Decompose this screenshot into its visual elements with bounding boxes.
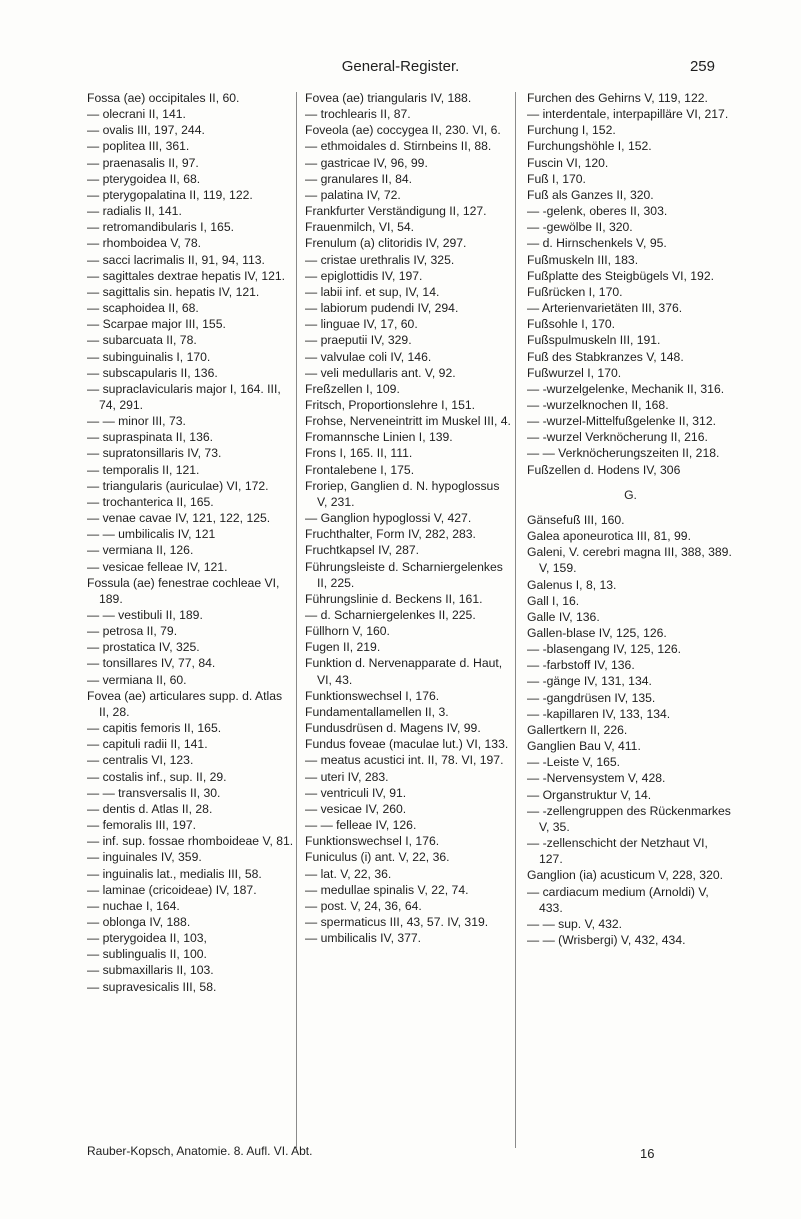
index-entry: — — (Wrisbergi) V, 432, 434. bbox=[527, 932, 686, 947]
index-entry: — — transversalis II, 30. bbox=[87, 785, 221, 800]
index-entry: — petrosa II, 79. bbox=[87, 624, 178, 639]
index-entry: — -wurzelknochen II, 168. bbox=[527, 397, 669, 412]
index-entry: — vesicae IV, 260. bbox=[305, 801, 407, 816]
index-entry: Fuß I, 170. bbox=[527, 171, 586, 186]
index-entry: — femoralis III, 197. bbox=[87, 818, 197, 833]
index-entry: — Scarpae major III, 155. bbox=[87, 317, 226, 332]
index-entry: Fundusdrüsen d. Magens IV, 99. bbox=[305, 721, 481, 736]
index-entry: — tonsillares IV, 77, 84. bbox=[87, 656, 216, 671]
signature-mark: 16 bbox=[640, 1146, 655, 1161]
index-entry: — retromandibularis I, 165. bbox=[87, 220, 234, 235]
index-entry: — Arterienvarietäten III, 376. bbox=[527, 301, 683, 316]
index-entry: — — felleae IV, 126. bbox=[305, 818, 417, 833]
index-entry: — trochanterica II, 165. bbox=[87, 494, 214, 509]
index-entry: — gastricae IV, 96, 99. bbox=[305, 155, 428, 170]
index-entry: Froriep, Ganglien d. N. hypoglossus V, 231. bbox=[305, 478, 500, 509]
index-entry: — granulares II, 84. bbox=[305, 171, 413, 186]
index-entry: — umbilicalis IV, 377. bbox=[305, 931, 422, 946]
index-entry: — post. V, 24, 36, 64. bbox=[305, 898, 422, 913]
index-entry: — lat. V, 22, 36. bbox=[305, 866, 392, 881]
index-entry: — linguae IV, 17, 60. bbox=[305, 317, 418, 332]
index-entry: — ventriculi IV, 91. bbox=[305, 785, 407, 800]
index-entry: Fuß als Ganzes II, 320. bbox=[527, 187, 654, 202]
index-entry: — inguinalis lat., medialis III, 58. bbox=[87, 866, 262, 881]
index-entry: Gänsefuß III, 160. bbox=[527, 512, 625, 527]
index-entry: Fritsch, Proportionslehre I, 151. bbox=[305, 397, 476, 412]
index-entry: — -zellenschicht der Netzhaut VI, 127. bbox=[527, 836, 708, 867]
index-entry: — spermaticus III, 43, 57. IV, 319. bbox=[305, 914, 489, 929]
index-entry: — -wurzel-Mittelfußgelenke II, 312. bbox=[527, 414, 716, 429]
index-entry: Fuß des Stabkranzes V, 148. bbox=[527, 349, 684, 364]
index-entry: — ovalis III, 197, 244. bbox=[87, 123, 205, 138]
index-entry: — cristae urethralis IV, 325. bbox=[305, 252, 455, 267]
index-entry: Fugen II, 219. bbox=[305, 640, 381, 655]
index-entry: — olecrani II, 141. bbox=[87, 107, 186, 122]
index-entry: — oblonga IV, 188. bbox=[87, 914, 191, 929]
index-entry: Frenulum (a) clitoridis IV, 297. bbox=[305, 236, 467, 251]
index-entry: — -gelenk, oberes II, 303. bbox=[527, 204, 668, 219]
index-entry: — sagittales dextrae hepatis IV, 121. bbox=[87, 268, 286, 283]
index-entry: — praeputii IV, 329. bbox=[305, 333, 412, 348]
index-entry: Fromannsche Linien I, 139. bbox=[305, 430, 453, 445]
index-entry: — -gewölbe II, 320. bbox=[527, 220, 633, 235]
index-entry: — -zellengruppen des Rückenmarkes V, 35. bbox=[527, 803, 731, 834]
index-entry: — — umbilicalis IV, 121 bbox=[87, 527, 216, 542]
index-entry: Ganglion (ia) acusticum V, 228, 320. bbox=[527, 868, 724, 883]
index-entry: — pterygopalatina II, 119, 122. bbox=[87, 187, 253, 202]
index-entry: Furchungshöhle I, 152. bbox=[527, 139, 652, 154]
index-entry: Furchen des Gehirns V, 119, 122. bbox=[527, 91, 708, 105]
running-head bbox=[0, 58, 801, 82]
index-entry: — sublingualis II, 100. bbox=[87, 947, 207, 962]
index-entry: — supraclavicularis major I, 164. III, 74, 291. bbox=[87, 381, 281, 412]
index-entry: — capitis femoris II, 165. bbox=[87, 721, 222, 736]
index-columns bbox=[87, 90, 732, 1155]
index-entry: — triangularis (auriculae) VI, 172. bbox=[87, 478, 269, 493]
index-entry: — -Leiste V, 165. bbox=[527, 755, 621, 770]
index-entry: — centralis VI, 123. bbox=[87, 753, 194, 768]
index-entry: — costalis inf., sup. II, 29. bbox=[87, 769, 227, 784]
index-entry: — vermiana II, 126. bbox=[87, 543, 194, 558]
index-entry: — Ganglion hypoglossi V, 427. bbox=[305, 511, 472, 526]
index-entry: Fundamentallamellen II, 3. bbox=[305, 704, 449, 719]
index-entry: Foveola (ae) coccygea II, 230. VI, 6. bbox=[305, 123, 501, 138]
index-entry: — meatus acustici int. II, 78. VI, 197. bbox=[305, 753, 504, 768]
index-entry: — labiorum pudendi IV, 294. bbox=[305, 301, 459, 316]
index-entry: — interdentale, interpapilläre VI, 217. bbox=[527, 107, 729, 122]
index-entry: Fußsohle I, 170. bbox=[527, 317, 616, 332]
index-entry: — pterygoidea II, 103, bbox=[87, 931, 207, 946]
index-entry: — d. Hirnschenkels V, 95. bbox=[527, 236, 667, 251]
index-entry: — — sup. V, 432. bbox=[527, 916, 623, 931]
index-entry: — submaxillaris II, 103. bbox=[87, 963, 214, 978]
index-entry: — — Verknöcherungszeiten II, 218. bbox=[527, 446, 720, 461]
index-entry: — uteri IV, 283. bbox=[305, 769, 389, 784]
index-entry: — vermiana II, 60. bbox=[87, 672, 187, 687]
index-entry: Führungslinie d. Beckens II, 161. bbox=[305, 591, 483, 606]
index-entry: — labii inf. et sup, IV, 14. bbox=[305, 284, 440, 299]
index-entry: — scaphoidea II, 68. bbox=[87, 301, 199, 316]
index-entry: — Organstruktur V, 14. bbox=[527, 787, 652, 802]
index-entry: Fußspulmuskeln III, 191. bbox=[527, 333, 661, 348]
index-entry: Frons I, 165. II, 111. bbox=[305, 446, 413, 461]
index-entry: Fruchthalter, Form IV, 282, 283. bbox=[305, 527, 476, 542]
index-entry: Führungsleiste d. Scharniergelenkes II, 225. bbox=[305, 559, 503, 590]
index-entry: — palatina IV, 72. bbox=[305, 187, 401, 202]
index-entry: — prostatica IV, 325. bbox=[87, 640, 200, 655]
index-entry: Galea aponeurotica III, 81, 99. bbox=[527, 529, 691, 544]
index-entry: — sagittalis sin. hepatis IV, 121. bbox=[87, 284, 260, 299]
index-entry: — medullae spinalis V, 22, 74. bbox=[305, 882, 469, 897]
index-entry: Funktion d. Nervenapparate d. Haut, VI, 43. bbox=[305, 656, 503, 687]
page-title: General-Register. bbox=[341, 58, 460, 75]
index-entry: — ethmoidales d. Stirnbeins II, 88. bbox=[305, 139, 492, 154]
index-entry: Fußwurzel I, 170. bbox=[527, 365, 622, 380]
index-entry: Fußzellen d. Hodens IV, 306 bbox=[527, 462, 681, 477]
index-entry: — capituli radii II, 141. bbox=[87, 737, 208, 752]
index-entry: Fußplatte des Steigbügels VI, 192. bbox=[527, 268, 714, 283]
index-entry: Galle IV, 136. bbox=[527, 609, 600, 624]
index-entry: Galenus I, 8, 13. bbox=[527, 577, 617, 592]
index-entry: Fovea (ae) triangularis IV, 188. bbox=[305, 91, 472, 105]
index-entry: Fossa (ae) occipitales II, 60. bbox=[87, 91, 240, 105]
index-column-3 bbox=[527, 90, 734, 1155]
index-entry: — inf. sup. fossae rhomboideae V, 81. bbox=[87, 834, 294, 849]
index-entry: — valvulae coli IV, 146. bbox=[305, 349, 432, 364]
index-entry: — -farbstoff IV, 136. bbox=[527, 658, 635, 673]
index-entry: — — vestibuli II, 189. bbox=[87, 608, 203, 622]
index-entry: Funktionswechsel I, 176. bbox=[305, 834, 440, 849]
index-entry: Frankfurter Verständigung II, 127. bbox=[305, 204, 487, 219]
index-entry: — vesicae felleae IV, 121. bbox=[87, 559, 228, 574]
index-entry: — d. Scharniergelenkes II, 225. bbox=[305, 608, 476, 622]
index-entry: — -gangdrüsen IV, 135. bbox=[527, 690, 656, 705]
index-entry: — dentis d. Atlas II, 28. bbox=[87, 801, 213, 816]
index-entry: Fußmuskeln III, 183. bbox=[527, 252, 639, 267]
index-entry: — -wurzel Verknöcherung II, 216. bbox=[527, 430, 708, 445]
index-entry: Fuscin VI, 120. bbox=[527, 155, 609, 170]
index-entry: — supraspinata II, 136. bbox=[87, 430, 214, 445]
index-entry: — supratonsillaris IV, 73. bbox=[87, 446, 222, 461]
index-entry: Ganglien Bau V, 411. bbox=[527, 739, 641, 754]
footer-source: Rauber-Kopsch, Anatomie. 8. Aufl. VI. Abt. bbox=[87, 1144, 313, 1158]
index-entry: Galeni, V. cerebri magna III, 388, 389. V, 159. bbox=[527, 545, 732, 576]
index-entry: Fruchtkapsel IV, 287. bbox=[305, 543, 420, 558]
index-entry: — cardiacum medium (Arnoldi) V, 433. bbox=[527, 884, 709, 915]
index-entry: Furchung I, 152. bbox=[527, 123, 616, 138]
index-column-1 bbox=[87, 90, 294, 1155]
index-entry: — rhomboidea V, 78. bbox=[87, 236, 202, 251]
index-entry: — subarcuata II, 78. bbox=[87, 333, 197, 348]
index-entry: Frontalebene I, 175. bbox=[305, 462, 415, 477]
index-entry: Frauenmilch, VI, 54. bbox=[305, 220, 415, 235]
index-entry: — praenasalis II, 97. bbox=[87, 155, 199, 170]
index-entry: Füllhorn V, 160. bbox=[305, 624, 390, 639]
index-entry: — poplitea III, 361. bbox=[87, 139, 190, 154]
index-entry: Freßzellen I, 109. bbox=[305, 381, 400, 396]
index-entry: Fußrücken I, 170. bbox=[527, 284, 623, 299]
page-number: 259 bbox=[689, 58, 715, 75]
index-entry: — trochlearis II, 87. bbox=[305, 107, 411, 122]
index-entry: Fovea (ae) articulares supp. d. Atlas II, 28. bbox=[87, 688, 283, 719]
index-entry: Gallen-blase IV, 125, 126. bbox=[527, 626, 667, 640]
index-entry: — subscapularis II, 136. bbox=[87, 365, 218, 380]
index-entry: — -Nervensystem V, 428. bbox=[527, 771, 666, 786]
index-entry: Funktionswechsel I, 176. bbox=[305, 688, 440, 703]
index-entry: — subinguinalis I, 170. bbox=[87, 349, 211, 364]
index-entry: — nuchae I, 164. bbox=[87, 898, 180, 913]
index-column-2 bbox=[305, 90, 512, 1155]
index-entry: — -blasengang IV, 125, 126. bbox=[527, 642, 682, 657]
index-entry: — supravesicalis III, 58. bbox=[87, 979, 217, 994]
index-entry: — pterygoidea II, 68. bbox=[87, 171, 201, 186]
index-entry: Gallertkern II, 226. bbox=[527, 722, 628, 737]
index-entry: — veli medullaris ant. V, 92. bbox=[305, 365, 456, 380]
index-entry: — sacci lacrimalis II, 91, 94, 113. bbox=[87, 252, 265, 267]
index-entry: Funiculus (i) ant. V, 22, 36. bbox=[305, 850, 450, 865]
index-entry: — — minor III, 73. bbox=[87, 414, 186, 429]
index-entry: — radialis II, 141. bbox=[87, 204, 182, 219]
index-entry: — venae cavae IV, 121, 122, 125. bbox=[87, 511, 271, 526]
index-entry: Fundus foveae (maculae lut.) VI, 133. bbox=[305, 737, 509, 752]
index-entry: Gall I, 16. bbox=[527, 593, 580, 608]
index-entry: Fossula (ae) fenestrae cochleae VI, 189. bbox=[87, 575, 280, 606]
index-entry: — laminae (cricoideae) IV, 187. bbox=[87, 882, 257, 897]
index-entry: Frohse, Nerveneintritt im Muskel III, 4. bbox=[305, 414, 511, 429]
index-entry: — temporalis II, 121. bbox=[87, 462, 200, 477]
index-entry: — -kapillaren IV, 133, 134. bbox=[527, 706, 671, 721]
section-letter: G. bbox=[624, 487, 637, 502]
index-entry: — epiglottidis IV, 197. bbox=[305, 268, 423, 283]
index-entry: — -wurzelgelenke, Mechanik II, 316. bbox=[527, 381, 725, 396]
index-entry: — -gänge IV, 131, 134. bbox=[527, 674, 652, 689]
index-entry: — inguinales IV, 359. bbox=[87, 850, 202, 865]
